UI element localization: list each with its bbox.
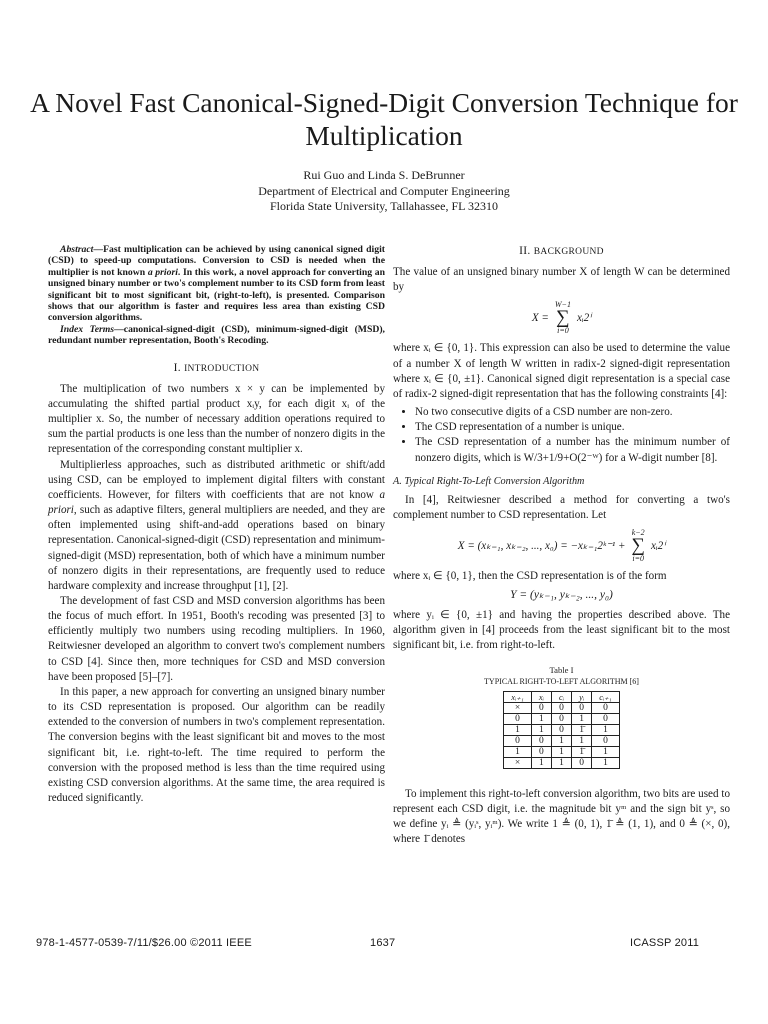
table-cell: 1 [592,746,620,757]
index-label: Index Terms [60,323,115,335]
table-cell: 1 [551,735,571,746]
subsection-a-paragraph-1: In [4], Reitwiesner described a method for converting a two's complement number to CSD representation. Let [393,493,730,522]
table-cell: × [504,757,532,768]
intro-paragraph-2 [48,458,385,594]
list-item: • The CSD representation of a number is unique. [415,420,730,435]
eq2-lhs: X = (xₖ₋₁, xₖ₋₂, ..., x₀) = −xₖ₋₁2ᵏ⁻¹ + [457,539,626,552]
table-cell: 0 [592,735,620,746]
abstract-apriori: a priori [147,266,178,278]
subsection-a-paragraph-3: where yᵢ ∈ {0, ±1} and having the properties described above. The algorithm given in [4] proceeds from the least significant bit to the most significant bit, i.e. from right-to-left. [393,608,730,651]
abstract-text: —Fast multiplication can be achieved by using canonical signed digit (CSD) to speed-up computations. Conversion to CSD is needed when the multiplier is not known [48,244,385,278]
footer-page-number: 1637 [370,937,396,949]
constraint-list [393,405,730,466]
table-cell: 0 [504,735,532,746]
abstract-label: Abstract [60,244,94,255]
table-header-cell: xᵢ [531,691,551,702]
list-item: • The CSD representation of a number has the minimum number of nonzero digits, which is W/3+1/9+O(2⁻ᵂ) for a W-digit number [8]. [415,435,730,465]
table-cell: 1 [592,757,620,768]
table-cell: 1 [592,724,620,735]
footer-copyright: 978-1-4577-0539-7/11/$26.00 ©2011 IEEE [36,937,252,949]
affiliation-dept: Department of Electrical and Computer Engineering [258,183,510,198]
author-block [0,168,768,215]
eq1-upper: W−1 [554,300,571,310]
table-cell: 0 [504,713,532,724]
table-cell: 1̄ [572,724,592,735]
table-row [504,702,620,713]
footer-conference: ICASSP 2011 [630,937,700,949]
eq1-term: xᵢ2ⁱ [576,311,592,324]
table-header-cell: xᵢ₊₁ [504,691,532,702]
table-cell: 0 [551,713,571,724]
table-cell: 0 [572,702,592,713]
table-cell: 0 [531,702,551,713]
subsection-a-heading: A. Typical Right-To-Left Conversion Algorithm [393,475,585,487]
table-cell: 0 [592,713,620,724]
authors: Rui Guo and Linda S. DeBrunner [303,168,465,182]
eq2-lower: i=0 [632,554,645,564]
table-row [504,713,620,724]
subsection-a-paragraph-4: To implement this right-to-left conversion algorithm, two bits are used to represent each CSD digit, i.e. the magnitude bit yᵐ and the sign bit yˢ, so we define yᵢ ≜ (yᵢˢ, yᵢᵐ). We write 1 ≜ (0, 1), 1̄ ≜ (1, 1), and 0 ≜ (×, 0), where 1̄ denotes [393,787,730,846]
table-caption [393,665,730,687]
table-header-cell: cᵢ [551,691,571,702]
right-column [393,244,730,848]
table-cell: 1 [531,713,551,724]
table-caption-number: Table I [549,664,574,675]
table-cell: × [504,702,532,713]
table-cell: 1 [531,757,551,768]
section-intro-heading [48,361,385,377]
table-row [504,746,620,757]
eq2-upper: k−2 [631,528,645,538]
sec2-num: II. [519,245,531,257]
background-paragraph-1: The value of an unsigned binary number X of length W can be determined by [393,266,730,294]
table-row [504,757,620,768]
intro-p2-apriori: a priori [48,488,385,517]
intro-paragraph-4: In this paper, a new approach for converting an unsigned binary number to its CSD representation is proposed. Our algorithm can be readily extended to the conversion of numbers in two's complement representation. The conversion begins with the least significant bit and moves to the most significant bit, i.e. right-to-left. The time required to perform the conversion with the proposed method is less than the time required using existing CSD conversion algorithms. At the same time, the area required is reduced significantly. [48,685,385,805]
table-cell: 1 [504,724,532,735]
affiliation-univ: Florida State University, Tallahassee, FL 32310 [269,199,498,213]
intro-p2a: Multiplierless approaches, such as distributed arithmetic or shift/add using CSD, can be employed to implement digital filters with constant coefficients. However, for filters with coefficients that are not know [48,458,385,501]
subsection-a-paragraph-2: where xᵢ ∈ {0, 1}, then the CSD representation is of the form [393,570,667,583]
table-caption-title: TYPICAL RIGHT-TO-LEFT ALGORITHM [6] [484,676,639,686]
abstract [48,244,385,324]
table-cell: 1 [504,746,532,757]
eq1-lower: i=0 [557,326,569,336]
table-cell: 0 [531,746,551,757]
sec1-num: I. [173,361,181,374]
sec2-title: BACKGROUND [533,247,604,257]
table-header-row [504,691,620,702]
intro-p2b: , such as adaptive filters, general multipliers are needed, and they are often implemented using shift-and-add operations based on binary representation. Canonical-signed-digit (CSD) representation and minimum-signed-digit (MSD) representation, both of which have a minimum number of nonzero digits in their representations, are frequently used to reduce hardware complexity and increase throughput [1], [2]. [48,504,385,592]
left-column [48,244,385,806]
index-text: —canonical-signed-digit (CSD), minimum-signed-digit (MSD), redundant number representation, Booth's Recoding. [48,323,385,347]
table-cell: 1 [551,746,571,757]
intro-paragraph-1: The multiplication of two numbers x × y can be implemented by accumulating the shifted partial product xᵢy, for each digit xᵢ of the multiplier x. So, the number of necessary addition operations required to sum the partial products is one less than the number of nonzero digits in the representation of the corresponding constant multiplier x. [48,382,385,456]
table-cell: 1 [572,735,592,746]
table-cell: 0 [572,757,592,768]
conversion-table [503,691,620,769]
equation-3: Y = (yₖ₋₁, yₖ₋₂, ..., y₀) [510,589,613,602]
background-paragraph-2: where xᵢ ∈ {0, 1}. This expression can also be used to determine the value of a number X of length W written in radix-2 signed-digit representation where xᵢ ∈ {0, ±1}. Canonical signed digit representation is a special case of radix-2 signed-digit representation that has the following constraints [4]: [393,342,730,400]
sum-symbol-1: W−1 ∑ i=0 [554,300,571,336]
section-background-heading [393,244,730,260]
table-cell: 1 [572,713,592,724]
table-row [504,724,620,735]
table-cell: 0 [551,702,571,713]
intro-paragraph-3: The development of fast CSD and MSD conversion algorithms has been the focus of much effort. In 1951, Booth's recoding was presented [3] to efficiently multiply two numbers using recoding multipliers. In 1960, Reitwiesner developed an algorithm to convert two's complement numbers to CSD [4]. Since then, more techniques for CSD and MSD conversion have been proposed [5]–[7]. [48,595,385,683]
equation-2 [393,523,730,569]
table-cell: 0 [551,724,571,735]
table-cell: 1 [551,757,571,768]
paper-title: A Novel Fast Canonical-Signed-Digit Conversion Technique for Multiplication [30,87,738,151]
table-header-cell: yᵢ [572,691,592,702]
table-cell: 0 [592,702,620,713]
sum-symbol-2: k−2 ∑ i=0 [631,528,645,564]
table-row [504,735,620,746]
table-cell: 1 [531,724,551,735]
list-item: • No two consecutive digits of a CSD number are non-zero. [415,405,730,420]
eq1-lhs: X = [531,311,549,324]
table-header-cell: cᵢ₊₁ [592,691,620,702]
index-terms [48,324,385,347]
equation-1 [393,295,730,341]
sec1-title: INTRODUCTION [184,363,260,374]
abstract-text2: . In this work, a novel approach for converting an unsigned binary number or two's complement number to its CSD form from least significant bit to most significant bit, (right-to-left), is presented. Comparison shows that our algorithm is faster and requires less area than existing CSD conversion algorithms. [48,266,385,324]
table-cell: 0 [531,735,551,746]
eq2-term: xᵢ2ⁱ [650,539,666,552]
table-cell: 1̄ [572,746,592,757]
